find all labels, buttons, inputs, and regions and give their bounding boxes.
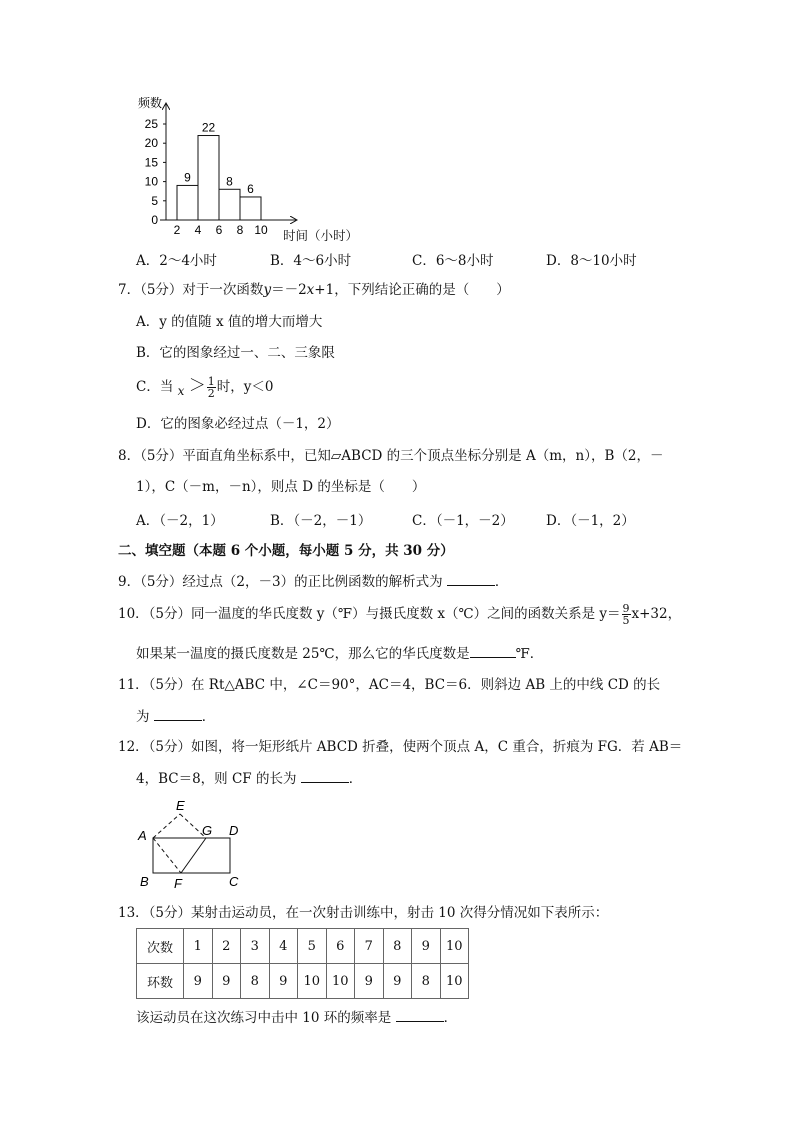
table-row-header: 环数 (137, 964, 184, 999)
q7-stem: 7．（5分）对于一次函数y＝－2x+1，下列结论正确的是（ ） (118, 282, 510, 298)
x-tick-label: 2 (173, 223, 181, 237)
q13-question: 该运动员在这次练习中击中 10 环的频率是 ． (136, 1007, 457, 1028)
histogram-bar (240, 197, 261, 220)
q8-stem-line1: 8．（5分）平面直角坐标系中，已知▱ABCD 的三个顶点坐标分别是 A（m，n），B（2，－ (118, 448, 664, 464)
table-cell: 1 (184, 929, 213, 964)
q6-option-a[interactable]: A．2～4小时 (136, 253, 217, 269)
dashed-af (153, 838, 181, 873)
q13-answer-blank[interactable] (396, 1007, 444, 1022)
table-cell: 2 (212, 929, 241, 964)
bar-value-label: 22 (201, 120, 216, 135)
y-tick-label: 0 (151, 213, 158, 227)
label-e: E (176, 798, 185, 813)
q9-answer-blank[interactable] (447, 571, 495, 586)
q11-stem-line2: 为 ． (136, 706, 215, 727)
label-a: A (138, 828, 147, 843)
x-tick-label: 8 (236, 223, 244, 237)
fraction-nine-fifths: $\frac{9}{5}$ (622, 602, 630, 627)
y-tick-label: 25 (144, 117, 158, 131)
x-tick-label: 6 (215, 223, 223, 237)
q6-option-d[interactable]: D．8～10小时 (546, 253, 637, 269)
table-row (137, 964, 469, 999)
x-tick-label: 4 (194, 223, 202, 237)
q12-stem-line1: 12．（5分）如图，将一矩形纸片 ABCD 折叠，使两个顶点 A，C 重合，折痕为 FG．若 AB＝ (118, 739, 683, 755)
q8-option-d[interactable]: D．（－1，2） (546, 513, 635, 529)
table-cell: 9 (355, 964, 384, 999)
q10-stem-line1: 10．（5分）同一温度的华氏度数 y（℉）与摄氏度数 x（℃）之间的函数关系是 y＝ $\frac{9}{5}$ x+32， (118, 602, 682, 627)
table-cell: 8 (412, 964, 441, 999)
q12-answer-blank[interactable] (301, 768, 349, 783)
label-g: G (202, 823, 213, 838)
table-row-header: 次数 (137, 929, 184, 964)
table-cell: 9 (212, 964, 241, 999)
q8-option-a[interactable]: A．（－2，1） (136, 513, 224, 529)
table-cell: 9 (383, 964, 412, 999)
q11-stem-line1: 11．（5分）在 Rt△ABC 中，∠C＝90°，AC＝4，BC＝6．则斜边 AB 上的中线 CD 的长 (118, 677, 661, 693)
bar-value-label: 9 (184, 170, 191, 185)
q9-stem: 9．（5分）经过点（2，－3）的正比例函数的解析式为 ． (118, 571, 508, 592)
y-tick-label: 5 (151, 193, 158, 208)
q7-option-d[interactable]: D．它的图象必经过点（－1，2） (136, 416, 340, 432)
table-cell: 8 (241, 964, 270, 999)
table-cell: 10 (326, 964, 355, 999)
bar-value-label: 8 (226, 174, 233, 189)
histogram-chart (130, 92, 310, 244)
fraction-one-half: $\frac{1}{2}$ (207, 375, 215, 400)
q6-option-c[interactable]: C．6～8小时 (412, 253, 494, 269)
q6-option-b[interactable]: B．4～6小时 (270, 253, 352, 269)
bar-value-label: 6 (247, 181, 254, 196)
q10-stem-line2: 如果某一温度的摄氏度数是 25℃，那么它的华氏度数是 ℉． (136, 643, 543, 664)
table-cell: 10 (440, 929, 469, 964)
y-tick-label: 10 (144, 174, 158, 189)
table-cell: 4 (269, 929, 298, 964)
rectangle-fold-figure (132, 796, 252, 892)
rectangle-abcd (153, 838, 230, 873)
y-axis-title: 频数 (138, 96, 163, 110)
q7-option-a[interactable]: A．y 的值随 x 值的增大而增大 (136, 314, 323, 330)
table-cell: 7 (355, 929, 384, 964)
x-axis-title: 时间（小时） (283, 229, 359, 243)
q7-option-b[interactable]: B．它的图象经过一、二、三象限 (136, 345, 335, 361)
table-cell: 9 (412, 929, 441, 964)
q13-stem: 13．（5分）某射击运动员，在一次射击训练中，射击 10 次得分情况如下表所示： (118, 905, 609, 921)
q8-stem-line2: 1），C（－m，－n），则点 D 的坐标是（ ） (136, 479, 426, 495)
table-cell: 6 (326, 929, 355, 964)
q8-option-c[interactable]: C．（－1，－2） (412, 513, 514, 529)
label-f: F (174, 876, 182, 891)
label-c: C (229, 874, 239, 889)
label-b: B (140, 874, 149, 889)
table-cell: 5 (298, 929, 327, 964)
table-cell: 10 (298, 964, 327, 999)
q8-option-b[interactable]: B．（－2，－1） (270, 513, 372, 529)
histogram-bar (198, 136, 219, 220)
dashed-ae (153, 814, 180, 838)
y-tick-label: 20 (144, 136, 158, 151)
table-cell: 9 (269, 964, 298, 999)
table-row (137, 929, 469, 964)
y-tick-label: 15 (144, 155, 158, 170)
table-cell: 3 (241, 929, 270, 964)
histogram-bar (177, 185, 198, 220)
q7-option-c[interactable]: C．当 x ＞ $\frac{1}{2}$ 时，y＜0 (136, 375, 274, 400)
fold-line-fg (181, 838, 206, 873)
q12-stem-line2: 4，BC＝8，则 CF 的长为 ． (136, 768, 362, 789)
section-heading-fill-in: 二、填空题（本题 6 个小题，每小题 5 分，共 30 分） (118, 543, 454, 559)
x-tick-label: 10 (254, 223, 268, 237)
score-table (136, 928, 469, 999)
table-cell: 10 (440, 964, 469, 999)
label-d: D (229, 823, 239, 838)
histogram-bar (219, 189, 240, 220)
q10-answer-blank[interactable] (470, 643, 516, 658)
table-cell: 8 (383, 929, 412, 964)
q11-answer-blank[interactable] (154, 706, 202, 721)
table-cell: 9 (184, 964, 213, 999)
